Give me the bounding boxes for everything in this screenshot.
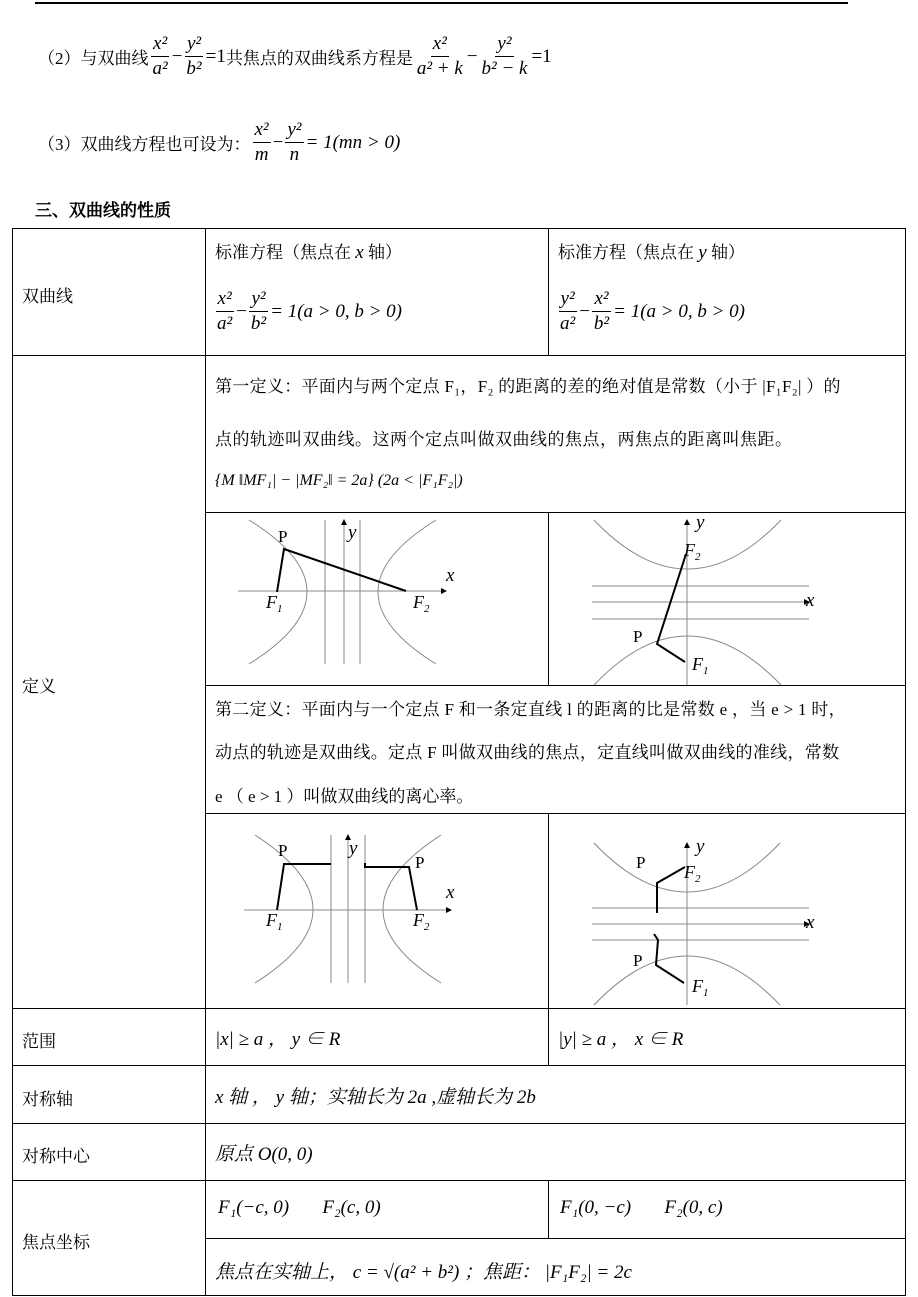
equals: =1 bbox=[531, 45, 552, 67]
minus: − bbox=[171, 45, 183, 67]
label-f2 bbox=[683, 862, 701, 885]
label-f2 bbox=[683, 540, 701, 563]
condition: = 1(mn > 0) bbox=[305, 131, 401, 153]
title-text: 标准方程（焦点在 bbox=[558, 243, 694, 262]
denominator: b² bbox=[250, 313, 267, 334]
symmetry-center-value: 原点 O(0, 0) bbox=[215, 1144, 313, 1165]
f: F bbox=[692, 654, 703, 674]
equals: =1 bbox=[205, 45, 226, 67]
label-f1 bbox=[691, 976, 709, 999]
minus: − bbox=[272, 131, 284, 153]
sub: 1 bbox=[703, 665, 709, 677]
minus: − bbox=[236, 300, 247, 322]
note-text: 共焦点的双曲线系方程是 bbox=[225, 49, 413, 68]
label-f1 bbox=[691, 654, 709, 677]
title-text: 标准方程（焦点在 bbox=[215, 243, 351, 262]
distance-segments bbox=[657, 867, 685, 913]
label-f1 bbox=[265, 910, 283, 933]
numerator: x² bbox=[431, 32, 449, 57]
second-definition-line-1: 第二定义：平面内与一个定点 F 和一条定直线 l 的距离的比是常数 e ，当 e > 1 时， bbox=[215, 700, 846, 719]
title-text: 轴） bbox=[710, 243, 745, 262]
first-definition-line-2: 点的轨迹叫双曲线。这两个定点叫做双曲线的焦点，两焦点的距离叫焦距。 bbox=[215, 430, 793, 449]
label-x: x bbox=[446, 882, 455, 903]
label-p: P bbox=[278, 527, 288, 546]
numerator: y² bbox=[559, 287, 577, 312]
numerator: x² bbox=[592, 287, 610, 312]
diagram-second-def-y-axis-foci bbox=[592, 836, 815, 1005]
second-definition-line-3: e （ e > 1 ）叫做双曲线的离心率。 bbox=[215, 787, 474, 806]
note-text: （3）双曲线方程也可设为： bbox=[38, 135, 251, 154]
sub: 2 bbox=[424, 921, 430, 933]
sub: 1 bbox=[277, 921, 283, 933]
label-x: x bbox=[446, 565, 455, 586]
numerator: x² bbox=[253, 118, 271, 143]
denominator: b² bbox=[186, 58, 202, 79]
numerator: x² bbox=[216, 287, 234, 312]
diagram-second-def-x-axis-foci bbox=[244, 835, 455, 983]
label-x: x bbox=[806, 912, 815, 933]
label-y: y bbox=[696, 512, 705, 533]
title-text: 轴） bbox=[367, 243, 402, 262]
label-f2 bbox=[412, 592, 430, 615]
label-f2 bbox=[412, 910, 430, 933]
row-label-definition: 定义 bbox=[22, 677, 56, 696]
f: F bbox=[684, 540, 695, 560]
note-text: （2）与双曲线 bbox=[38, 49, 149, 68]
f: F bbox=[684, 862, 695, 882]
label-p: P bbox=[636, 853, 646, 872]
sub: 1 bbox=[703, 987, 709, 999]
axis-name: y bbox=[698, 242, 707, 263]
denominator: a² bbox=[560, 313, 576, 334]
diagram-first-def-x-axis-foci bbox=[238, 520, 455, 664]
sub: 2 bbox=[695, 873, 701, 885]
label-p: P bbox=[633, 951, 643, 970]
condition: = 1(a > 0, b > 0) bbox=[270, 300, 402, 322]
row-label-foci: 焦点坐标 bbox=[22, 1233, 90, 1252]
f: F bbox=[266, 592, 277, 612]
distance-segments bbox=[365, 863, 417, 910]
f: F bbox=[413, 910, 424, 930]
section-title: 三、双曲线的性质 bbox=[35, 201, 171, 220]
sub: 1 bbox=[277, 603, 283, 615]
symmetry-axis-value: x 轴 ， y 轴；实轴长为 2a ,虚轴长为 2b bbox=[215, 1087, 536, 1108]
row-label-hyperbola: 双曲线 bbox=[22, 287, 73, 306]
first-definition-line-1: 第一定义：平面内与两个定点 F₁，F₂ 的距离的差的绝对值是常数（小于 |F₁F₂| ）的 bbox=[215, 377, 841, 396]
denominator: a² + k bbox=[416, 58, 463, 79]
numerator: y² bbox=[495, 32, 513, 57]
minus: − bbox=[466, 45, 478, 67]
sub: 2 bbox=[424, 603, 430, 615]
distance-segments bbox=[277, 864, 331, 910]
first-definition-formula: {M ‖MF₁| − |MF₂‖ = 2a} (2a < |F₁F₂|) bbox=[215, 472, 463, 489]
condition: = 1(a > 0, b > 0) bbox=[613, 300, 745, 322]
numerator: y² bbox=[285, 118, 303, 143]
f: F bbox=[413, 592, 424, 612]
foci-x-axis: F₁(−c, 0) F₂(c, 0) bbox=[218, 1197, 381, 1218]
row-label-center: 对称中心 bbox=[22, 1147, 90, 1166]
focal-radii bbox=[277, 549, 406, 592]
hyperbola-branch bbox=[378, 520, 436, 664]
label-f1 bbox=[265, 592, 283, 615]
f: F bbox=[266, 910, 277, 930]
minus: − bbox=[579, 300, 590, 322]
range-x-foci: |x| ≥ a ， y ∈ R bbox=[215, 1029, 341, 1050]
numerator: x² bbox=[151, 32, 169, 57]
row-label-axis: 对称轴 bbox=[22, 1090, 73, 1109]
label-y: y bbox=[696, 836, 705, 857]
row-label-range: 范围 bbox=[22, 1032, 56, 1051]
denominator: a² bbox=[217, 313, 233, 334]
second-definition-line-2: 动点的轨迹是双曲线。定点 F 叫做双曲线的焦点，定直线叫做双曲线的准线，常数 bbox=[215, 743, 840, 762]
focal-radii bbox=[657, 554, 686, 662]
axis-name: x bbox=[355, 242, 364, 263]
denominator: a² bbox=[152, 58, 168, 79]
label-p: P bbox=[415, 853, 425, 872]
denominator: n bbox=[289, 144, 300, 165]
sub: 2 bbox=[695, 551, 701, 563]
label-y: y bbox=[349, 838, 358, 859]
foci-y-axis: F₁(0, −c) F₂(0, c) bbox=[560, 1197, 723, 1218]
denominator: b² − k bbox=[481, 58, 528, 79]
f: F bbox=[692, 976, 703, 996]
distance-segments bbox=[654, 934, 684, 983]
label-p: P bbox=[633, 627, 643, 646]
label-p: P bbox=[278, 841, 288, 860]
numerator: y² bbox=[249, 287, 267, 312]
diagram-first-def-y-axis-foci bbox=[592, 512, 815, 685]
foci-note: 焦点在实轴上， c = √(a² + b²) ；焦距： |F₁F₂| = 2c bbox=[215, 1262, 632, 1283]
hyperbola-branch bbox=[383, 835, 441, 983]
label-x: x bbox=[806, 590, 815, 611]
label-y: y bbox=[348, 522, 357, 543]
denominator: m bbox=[254, 144, 269, 165]
numerator: y² bbox=[185, 32, 203, 57]
range-y-foci: |y| ≥ a ， x ∈ R bbox=[558, 1029, 684, 1050]
denominator: b² bbox=[593, 313, 610, 334]
